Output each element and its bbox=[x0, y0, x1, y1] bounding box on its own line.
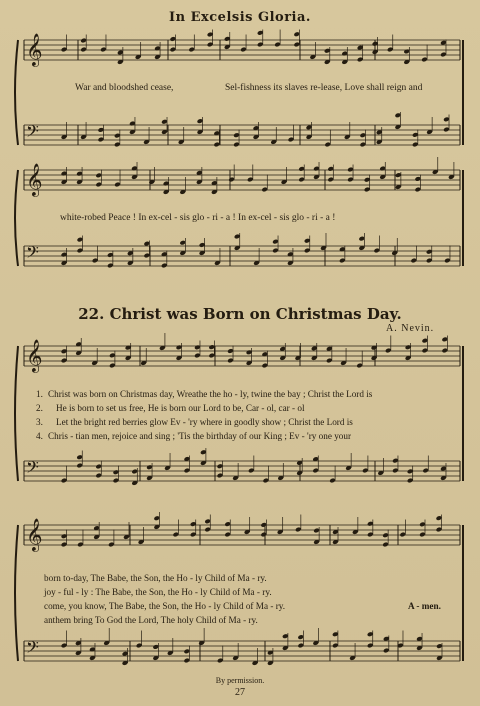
verse-text: He is born to set us free, He is born our Lord to be, Car - ol, car - ol bbox=[56, 403, 305, 413]
system-brace bbox=[15, 525, 18, 661]
composer: A. Nevin. bbox=[386, 323, 435, 334]
lyric-line: War and bloodshed cease, bbox=[75, 83, 174, 93]
system-brace bbox=[15, 40, 18, 145]
song-title bbox=[0, 305, 480, 323]
amen-text: A - men. bbox=[408, 601, 441, 611]
treble-clef: 𝄞 bbox=[26, 518, 43, 551]
verse-text: anthem bring To God the Lord, The holy Child of Ma - ry. bbox=[44, 615, 258, 625]
verse-text: come, you know, The Babe, the Son, the Ho - ly Child of Ma - ry. bbox=[44, 601, 286, 611]
verse-number: 4. bbox=[36, 431, 43, 441]
verse-text: Christ was born on Christmas day, Wreathe the ho - ly, twine the bay ; Christ the Lord is bbox=[48, 389, 373, 399]
treble-clef: 𝄞 bbox=[26, 33, 43, 66]
system-brace bbox=[15, 346, 18, 481]
verse-text: Let the bright red berries glow Ev - 'ry where in goodly show ; Christ the Lord is bbox=[56, 417, 353, 427]
lyric-line: Sel-fishness its slaves re-lease, Love shall reign and bbox=[225, 83, 423, 93]
page-header: In Excelsis Gloria. bbox=[169, 10, 311, 25]
bass-clef: 𝄢 bbox=[26, 457, 39, 481]
verse-text: Chris - tian men, rejoice and sing ; 'Tis the birthday of our King ; Ev - 'ry one your bbox=[48, 431, 352, 441]
permission-note: By permission. bbox=[215, 676, 265, 685]
page-number: 27 bbox=[235, 687, 245, 698]
bass-clef: 𝄢 bbox=[26, 121, 39, 145]
lyric-line: white-robed Peace ! In ex-cel - sis glo - ri - a ! In ex-cel - sis glo - ri - a ! bbox=[60, 213, 336, 223]
bass-clef: 𝄢 bbox=[26, 242, 39, 266]
verse-text: born to-day, The Babe, the Son, the Ho - ly Child of Ma - ry. bbox=[44, 573, 267, 583]
song-title-text: Christ was Born on Christmas Day. bbox=[109, 305, 402, 323]
song-number: 22. bbox=[78, 305, 105, 323]
bass-clef: 𝄢 bbox=[26, 637, 39, 661]
verse-number: 3. bbox=[36, 417, 43, 427]
treble-clef: 𝄞 bbox=[26, 339, 43, 372]
treble-clef: 𝄞 bbox=[26, 163, 43, 196]
verse-text: joy - ful - ly : The Babe, the Son, the Ho - ly Child of Ma - ry. bbox=[44, 587, 272, 597]
system-brace bbox=[15, 170, 18, 266]
verse-number: 1. bbox=[36, 389, 43, 399]
verse-number: 2. bbox=[36, 403, 43, 413]
